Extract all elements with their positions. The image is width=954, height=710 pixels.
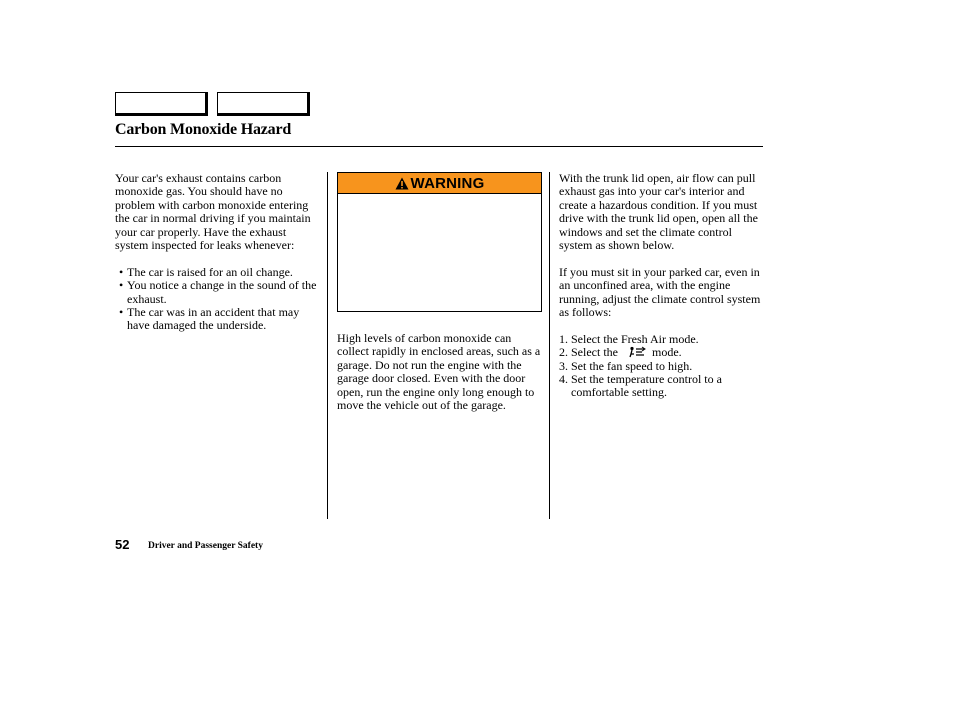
inspection-list <box>115 266 320 333</box>
warning-triangle-icon <box>395 177 409 190</box>
vent-mode-icon <box>628 346 646 358</box>
warning-header <box>338 173 541 194</box>
list-item: • The car is raised for an oil change. <box>115 266 320 279</box>
page-number: 52 <box>115 537 130 552</box>
list-item: 3. Set the fan speed to high. <box>559 358 693 373</box>
section-tab-box <box>217 92 310 116</box>
warning-text: High levels of carbon monoxide can collect rapidly in enclosed areas, such as a garage. Do not run the engine with the garage door closed. Even with the door open, run the engine only long enough to move the vehicle out of the garage. <box>337 331 541 413</box>
column-middle <box>337 332 543 412</box>
warning-box <box>337 172 542 312</box>
title-rule <box>115 146 763 147</box>
intro-paragraph: Your car's exhaust contains carbon monoxide gas. You should have no problem with carbon monoxide entering the car in normal driving if you maintain your car properly. Have the exhaust system inspected for leaks whenever: <box>115 171 311 253</box>
page-title: Carbon Monoxide Hazard <box>115 121 292 138</box>
column-left <box>115 172 320 333</box>
list-item: 2. Select the mode. <box>559 345 682 360</box>
list-item: 1. Select the Fresh Air mode. <box>559 331 699 346</box>
list-item: • You notice a change in the sound of the exhaust. <box>115 279 320 306</box>
trunk-paragraph: With the trunk lid open, air flow can pull exhaust gas into your car's interior and create a hazardous condition. If you must drive with the trunk lid open, open all the windows and set the climate control system as shown below. <box>559 171 758 253</box>
footer-section-name: Driver and Passenger Safety <box>148 541 263 551</box>
column-divider <box>327 172 328 519</box>
section-tab-box <box>115 92 208 116</box>
parked-paragraph: If you must sit in your parked car, even in an unconfined area, with the engine running, adjust the climate control system as follows: <box>559 264 761 320</box>
warning-label: WARNING <box>410 174 485 192</box>
list-item: • The car was in an accident that may have damaged the underside. <box>115 306 320 333</box>
steps-list <box>559 333 765 400</box>
column-divider <box>549 172 550 519</box>
column-right <box>559 172 765 400</box>
list-item: 4. Set the temperature control to a comfortable setting. <box>559 372 722 400</box>
